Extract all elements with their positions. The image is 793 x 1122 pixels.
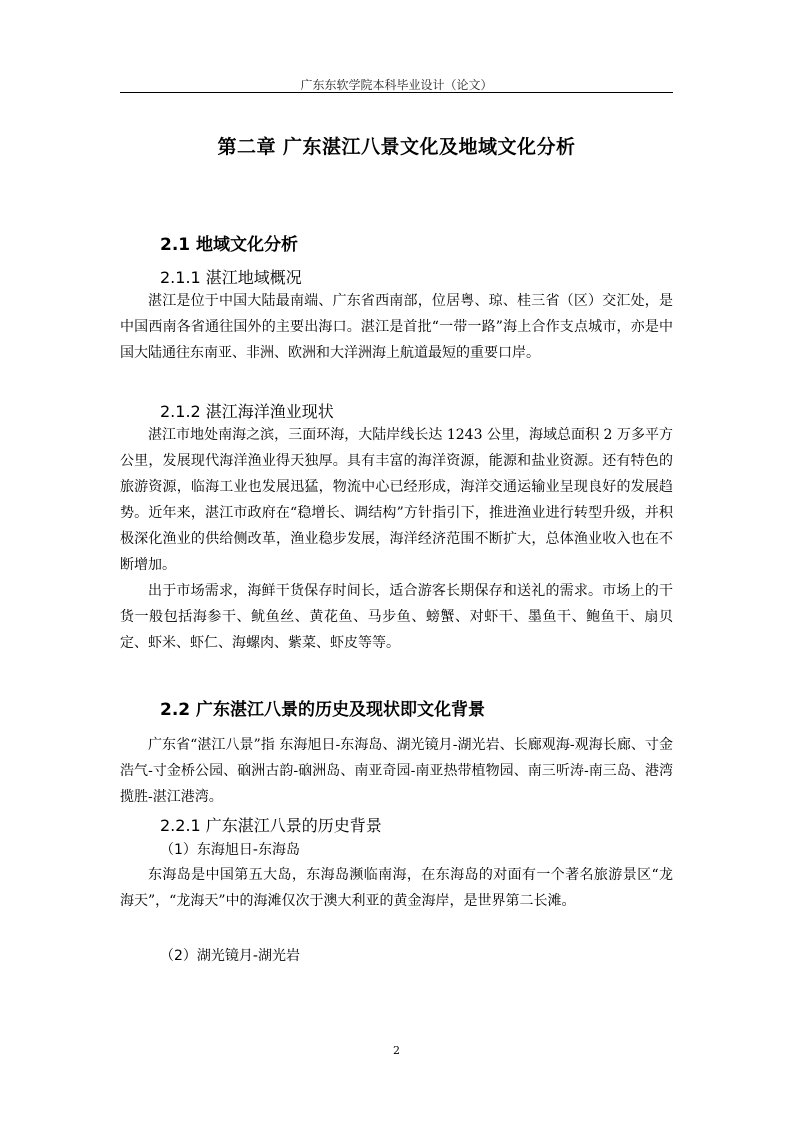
page-header: 广东东软学院本科毕业设计（论文）	[300, 78, 493, 92]
paragraph-donghai-island: 东海岛是中国第五大岛，东海岛濒临南海，在东海岛的对面有一个著名旅游景区“龙海天”，“龙海天”中的海滩仅次于澳大利亚的黄金海岸，是世界第二长滩。	[120, 867, 673, 909]
paragraph-zhanjiang-overview: 湛江是位于中国大陆最南端、广东省西南部，位居粤、琼、桂三省（区）交汇处，是中国西南各省通往国外的主要出海口。湛江是首批“一带一路”海上合作支点城市，亦是中国大陆通往东南亚、非洲、欧洲和大洋洲海上航道最短的重要口岸。	[120, 293, 673, 361]
chapter-title: 第二章 广东湛江八景文化及地域文化分析	[217, 136, 576, 158]
page-number: 2	[393, 1044, 400, 1057]
paragraph-dried-seafood: 出于市场需求，海鲜干货保存时间长，适合游客长期保存和送礼的需求。市场上的干货一般包括海参干、鱿鱼丝、黄花鱼、马步鱼、螃蟹、对虾干、墨鱼干、鲍鱼干、扇贝定、虾米、虾仁、海螺肉、紫菜、虾皮等等。	[120, 583, 673, 651]
section-heading-2-1: 2.1 地域文化分析	[160, 235, 299, 255]
header-divider	[120, 92, 673, 93]
section-heading-2-2: 2.2 广东湛江八景的历史及现状即文化背景	[160, 700, 486, 720]
subsection-heading-2-1-2: 2.1.2 湛江海洋渔业现状	[160, 402, 334, 421]
subsection-heading-2-1-1: 2.1.1 湛江地域概况	[160, 268, 302, 287]
item-donghai-island: （1）东海旭日-东海岛	[160, 842, 300, 858]
subsection-heading-2-2-1: 2.2.1 广东湛江八景的历史背景	[160, 816, 382, 835]
paragraph-fishery-status: 湛江市地处南海之滨，三面环海，大陆岸线长达 1243 公里，海域总面积 2 万多平方公里，发展现代海洋渔业得天独厚。具有丰富的海洋资源，能源和盐业资源。还有特色的旅游资源，临海工业也发展迅猛，物流中心已经形成，海洋交通运输业呈现良好的发展趋势。近年来，湛江市政府在“稳增长、调结构”方针指引下，推进渔业进行转型升级，并积极深化渔业的供给侧改革，渔业稳步发展，海洋经济范围不断扩大，总体渔业收入也在不断增加。	[120, 427, 673, 573]
paragraph-eight-scenes: 广东省“湛江八景”指 东海旭日-东海岛、湖光镜月-湖光岩、长廊观海-观海长廊、寸金浩气-寸金桥公园、硇洲古韵-硇洲岛、南亚奇园-南亚热带植物园、南三听涛-南三岛、港湾揽胜-湛江港湾。	[120, 737, 673, 805]
item-huguang-rock: （2）湖光镜月-湖光岩	[160, 948, 300, 964]
